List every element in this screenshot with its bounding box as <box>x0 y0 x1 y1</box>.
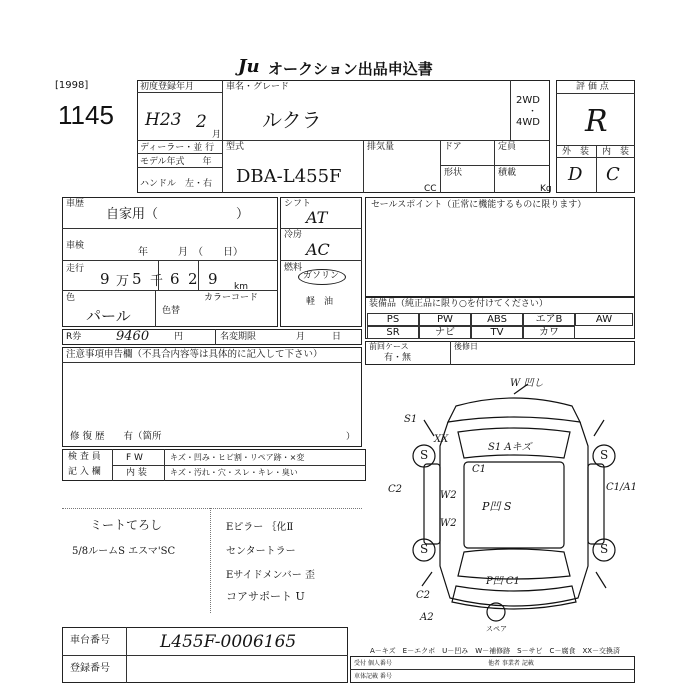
exterior-label: 外 装 <box>562 147 590 157</box>
mileage-d0: 9 <box>100 270 110 288</box>
handle-label: ハンドル 左・右 <box>140 179 213 189</box>
registration-month: 2 <box>196 112 207 132</box>
drive-dot: ・ <box>528 107 538 117</box>
note-3: Eピラー ｛化Ⅱ <box>226 522 294 533</box>
score-value: R <box>585 104 608 139</box>
note-1: ミートてろし <box>90 518 163 532</box>
cc-unit: CC <box>424 184 437 194</box>
shift-value: AT <box>306 208 328 227</box>
chassis-value: L455F-0006165 <box>160 632 297 652</box>
meigi-label: 名変期限 <box>220 332 257 342</box>
sales-point-label: セールスポイント（正常に機能するものに限ります） <box>371 200 587 210</box>
color-label: 色 <box>66 293 76 303</box>
mark-s-rl: S <box>420 542 429 556</box>
spare-label: スペア <box>486 625 507 633</box>
mark-s-fl: S <box>420 448 429 462</box>
equip-abs: ABS <box>471 313 523 326</box>
form-title: オークション出品申込書 <box>268 60 433 78</box>
mark-c2-bottom: C2 <box>416 590 431 601</box>
int-legend: キズ・汚れ・穴・スレ・キレ・臭い <box>170 468 298 477</box>
lot-number: 1145 <box>58 100 114 130</box>
mark-c1-a1: C1/A1 <box>606 482 637 493</box>
fw-label: F W <box>126 453 143 463</box>
car-damage-diagram <box>398 376 630 634</box>
kg-unit: Kg <box>540 184 552 194</box>
footer-c: 他者 事業者 記載 <box>488 660 534 667</box>
equip-ps: PS <box>367 313 419 326</box>
remarks-label: 後修日 <box>454 342 478 351</box>
equip-sr: SR <box>367 326 419 339</box>
mileage-label: 走行 <box>66 264 85 274</box>
fw-legend: キズ・凹み・ヒビ割・リペア跡・×変 <box>170 453 305 462</box>
lot-year: [1998] <box>55 80 89 91</box>
shape-label: 形状 <box>444 168 463 178</box>
mark-s-fr: S <box>600 448 609 462</box>
model-type-label: 型式 <box>226 142 245 152</box>
fuel-diesel: 軽 油 <box>306 297 334 307</box>
r-ticket-label: R券 <box>66 332 82 342</box>
record-label: 前回ケース <box>369 342 409 351</box>
drive-4wd: 4WD <box>516 117 540 128</box>
registration-no-label: 登録番号 <box>70 663 110 674</box>
fuel-value: ガソリン <box>303 271 340 281</box>
note-2: 5/8ルームS エスマ'SC <box>72 546 176 557</box>
usage-value: 自家用（ ） <box>106 207 250 222</box>
notes-label: 注意事項申告欄（不具合内容等は具体的に記入して下さい） <box>66 349 323 360</box>
note-4: センタートラー <box>226 546 296 557</box>
dealer-label: ディーラー・並 行 <box>140 143 215 153</box>
month-unit: 月 <box>212 130 222 140</box>
exterior-score: D <box>568 164 583 185</box>
top-left-block <box>137 80 550 193</box>
door-label: ドア <box>444 142 462 152</box>
mark-w2-bottom: W2 <box>440 518 457 529</box>
inspector-label: 検 査 員 <box>68 452 101 462</box>
entry-label: 記 入 欄 <box>68 467 101 477</box>
r-ticket-value: 9460 <box>116 329 150 344</box>
mark-c1: C1 <box>472 464 487 475</box>
mark-s1-left: S1 <box>404 414 418 425</box>
equip-navi: ナビ <box>419 326 471 339</box>
record-sub: 有・無 <box>384 353 412 363</box>
load-label: 積載 <box>498 168 517 178</box>
mileage-d4: 6 <box>170 270 180 288</box>
inspection-label: 車検 <box>66 241 85 251</box>
meigi-unit: 月 日 <box>296 332 342 342</box>
chassis-label: 車台番号 <box>70 635 110 646</box>
model-type-value: DBA-L455F <box>236 166 342 187</box>
interior-score: C <box>606 164 620 185</box>
mileage-d1: 万 <box>116 274 130 289</box>
color-code-label: カラーコード <box>204 293 259 303</box>
inspection-date: 年 月 （ 日） <box>138 247 243 258</box>
mark-s-rr: S <box>600 542 609 556</box>
cooling-value: AC <box>306 240 330 259</box>
footer-b: 車体記載 番号 <box>354 673 392 680</box>
mileage-d5: 2 <box>188 270 198 288</box>
equip-pw: PW <box>419 313 471 326</box>
drive-2wd: 2WD <box>516 95 540 106</box>
auction-logo: Ju <box>238 56 260 77</box>
mileage-d2: 5 <box>132 270 142 288</box>
equip-leather: カワ <box>523 326 575 339</box>
fuel-label: 燃料 <box>284 263 303 273</box>
car-name-value: ルクラ <box>262 108 322 132</box>
equip-tv: TV <box>471 326 523 339</box>
displacement-label: 排気量 <box>367 142 395 152</box>
interior-inspect-label: 内 装 <box>126 468 147 478</box>
car-name-label: 車名・グレード <box>226 82 290 92</box>
capacity-label: 定員 <box>498 142 517 152</box>
equipment-label: 装備品（純正品に限り○を付けてください） <box>369 299 548 309</box>
usage-label: 車歴 <box>66 199 85 209</box>
mileage-d3: 千 <box>150 274 164 289</box>
color-value: パール <box>86 307 131 325</box>
score-label: 評 価 点 <box>576 82 609 92</box>
shift-label: シフト <box>284 199 312 209</box>
interior-label: 内 装 <box>602 147 630 157</box>
mark-s1-a: S1 Aキズ <box>488 442 532 453</box>
damage-legend: A－キズ E－エクボ U－凹み W－補修跡 S－サビ C－腐食 XX－交換済 <box>370 647 621 655</box>
mileage-d6: 9 <box>208 270 218 288</box>
mark-w-roof: W 凹し <box>510 378 544 389</box>
equip-aw: AW <box>575 313 633 326</box>
equip-airbag: エアB <box>523 313 575 326</box>
mark-w2-top: W2 <box>440 490 457 501</box>
mark-xx: XX <box>434 434 449 445</box>
footer-a: 受付 個人番号 <box>354 660 392 667</box>
r-ticket-unit: 円 <box>174 332 184 342</box>
repair-close: ） <box>346 432 356 442</box>
note-5: Eサイドメンバー 歪 <box>226 570 315 581</box>
sales-point-box <box>365 197 635 297</box>
mark-a2: A2 <box>420 612 434 623</box>
registration-era: H23 <box>145 110 182 130</box>
note-6: コアサポート U <box>226 590 305 603</box>
mileage-unit: km <box>234 282 248 292</box>
mark-c2-left: C2 <box>388 484 403 495</box>
color-change-label: 色替 <box>162 306 181 316</box>
mark-roof-dent: P凹 S <box>482 500 512 513</box>
mark-p-c1: P凹 C1 <box>486 576 520 587</box>
repair-label: 修 復 歴 有（箇所 <box>70 431 162 442</box>
registration-label: 初度登録年月 <box>140 82 195 92</box>
model-year-label: モデル年式 年 <box>140 157 212 167</box>
cooling-label: 冷房 <box>284 230 303 240</box>
